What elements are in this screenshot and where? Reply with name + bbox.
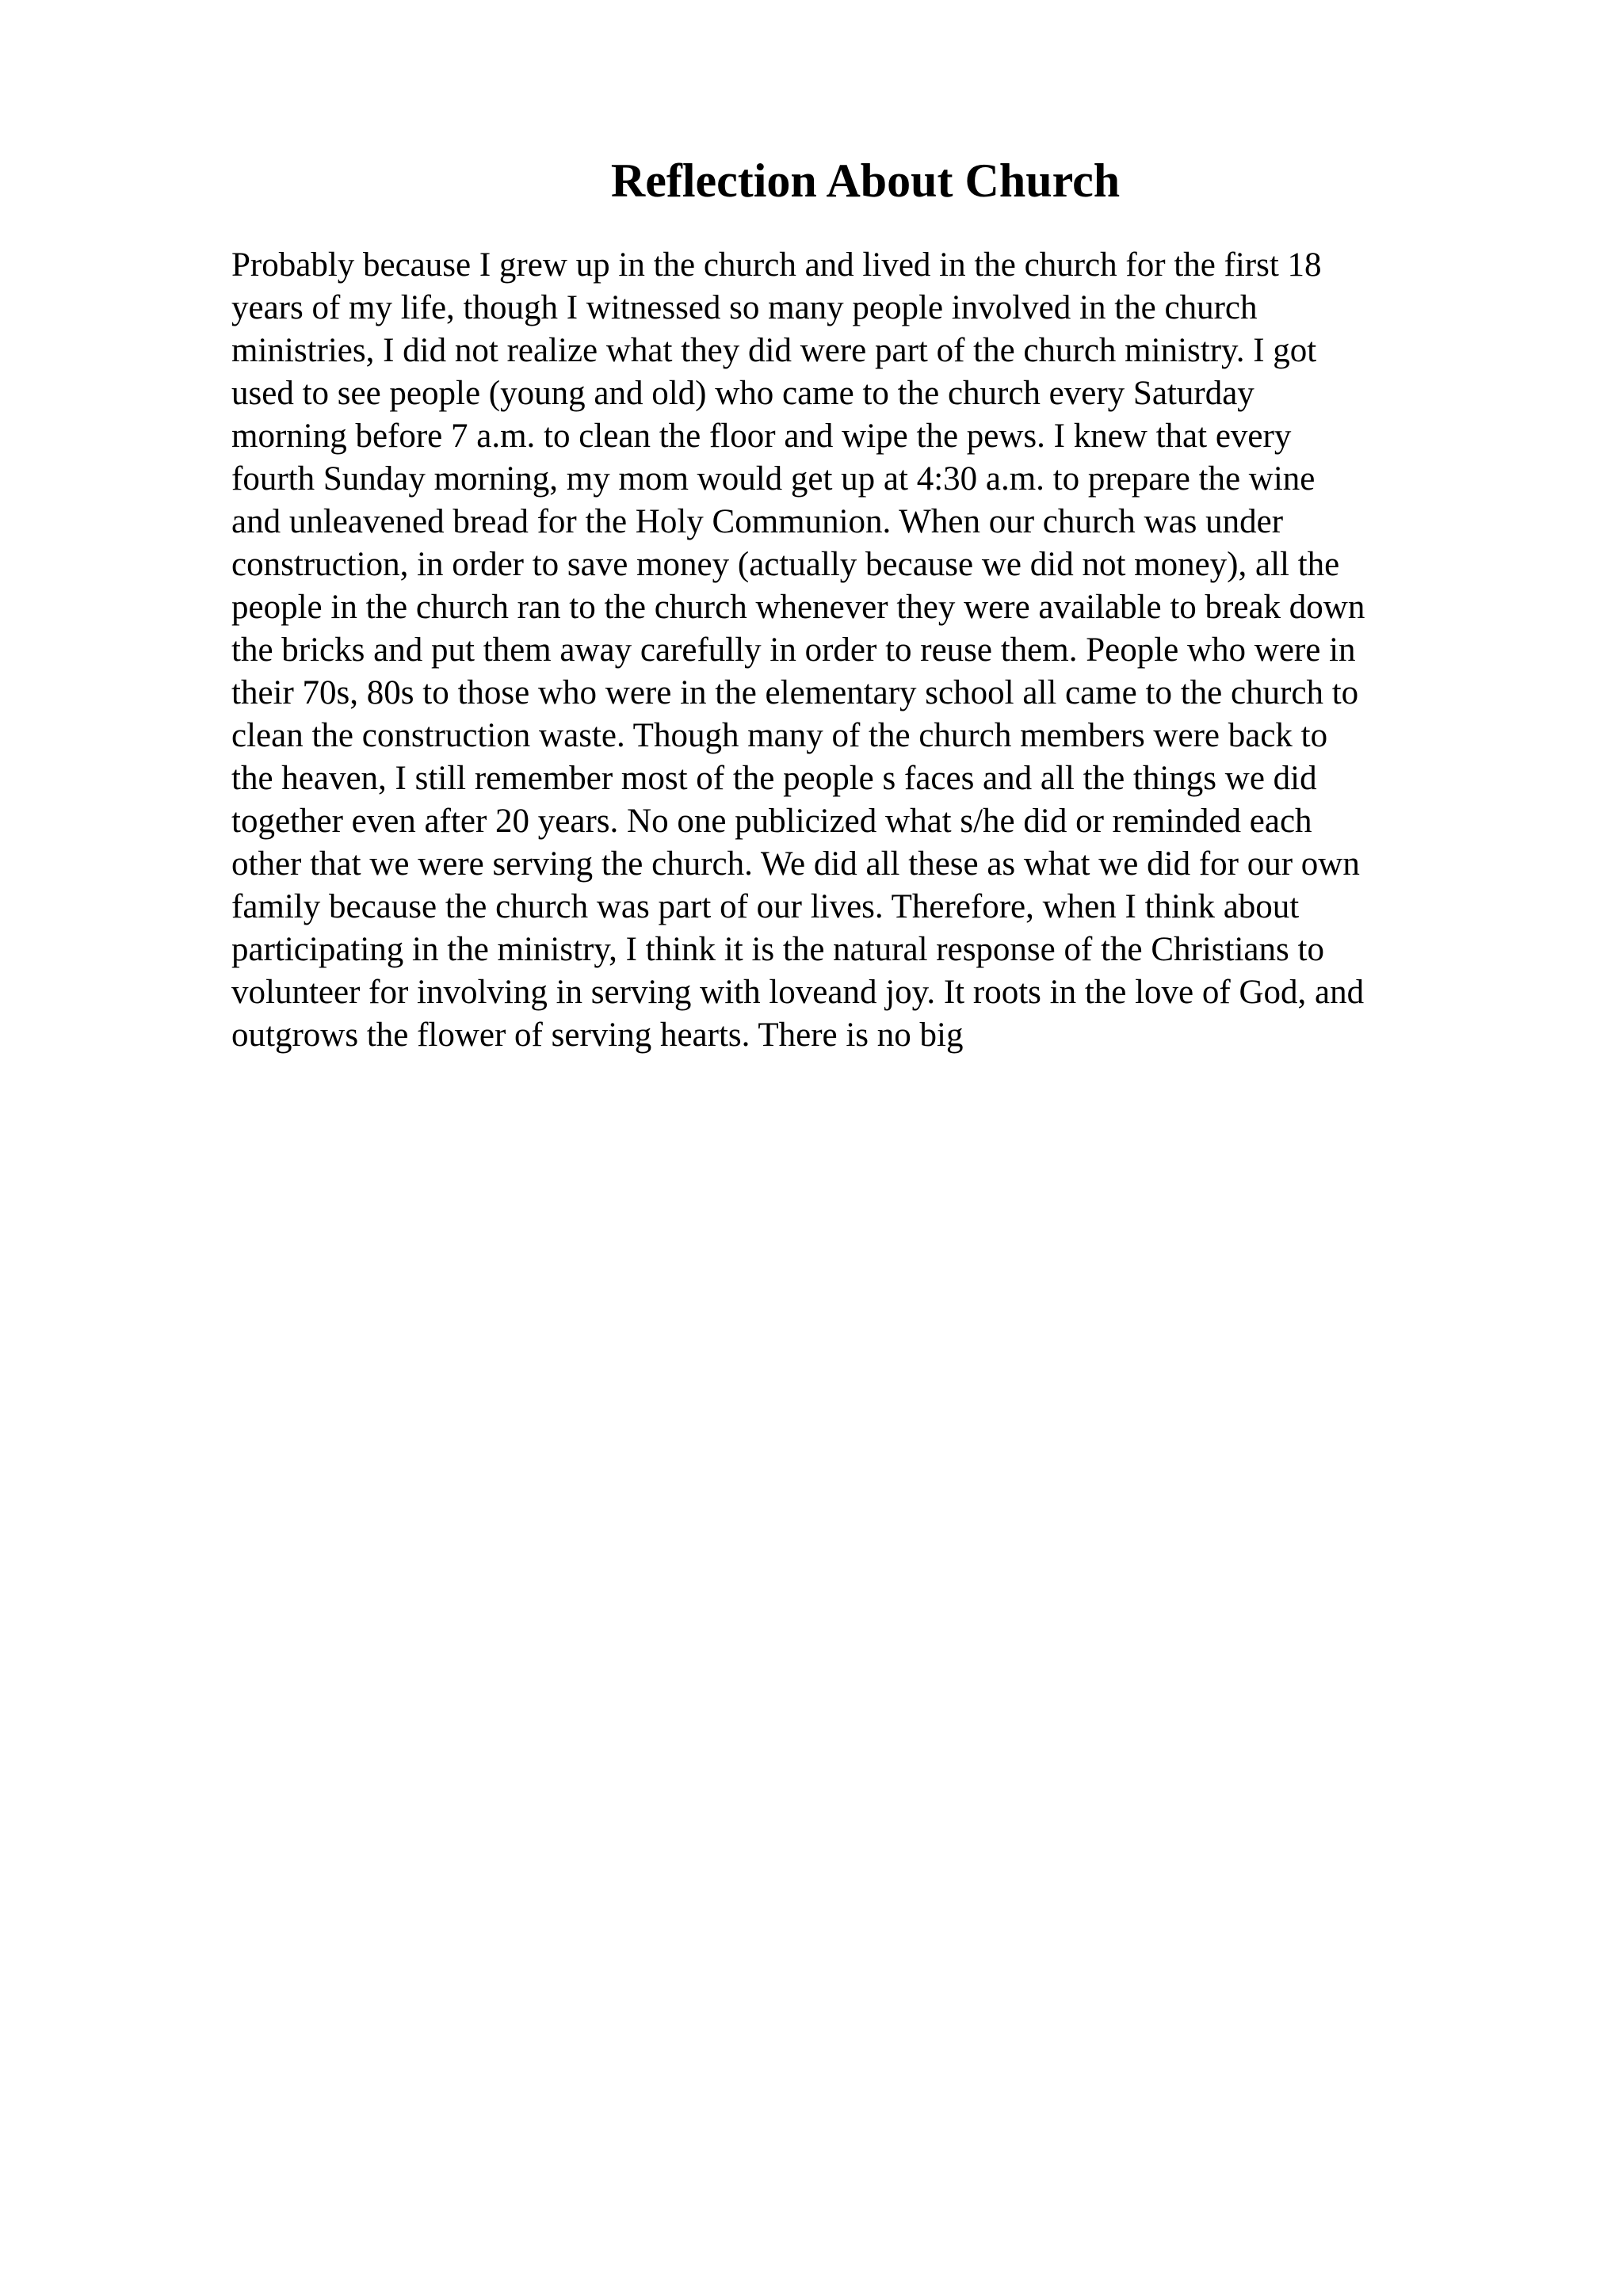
body-line: the heaven, I still remember most of the people s faces and all the things we did — [231, 760, 1317, 797]
body-line: clean the construction waste. Though many of the church members were back to — [231, 717, 1328, 754]
body-line: outgrows the flower of serving hearts. There is no big — [231, 1016, 964, 1054]
body-line: used to see people (young and old) who came to the church every Saturday — [231, 375, 1254, 412]
body-line: ministries, I did not realize what they did were part of the church ministry. I got — [231, 332, 1317, 369]
body-line: volunteer for involving in serving with loveand joy. It roots in the love of God, and — [231, 974, 1365, 1011]
body-line: family because the church was part of our lives. Therefore, when I think about — [231, 888, 1300, 925]
body-line: the bricks and put them away carefully in order to reuse them. People who were in — [231, 631, 1356, 669]
document-body — [231, 244, 1468, 1057]
body-line: other that we were serving the church. We did all these as what we did for our own — [231, 845, 1360, 883]
body-line: fourth Sunday morning, my mom would get up at 4:30 a.m. to prepare the wine — [231, 460, 1316, 498]
document-title: Reflection About Church — [610, 154, 1121, 207]
body-line: people in the church ran to the church whenever they were available to break down — [231, 589, 1365, 626]
body-line: construction, in order to save money (actually because we did not money), all the — [231, 546, 1340, 583]
body-line: together even after 20 years. No one publicized what s/he did or reminded each — [231, 803, 1312, 840]
body-line: morning before 7 a.m. to clean the floor and wipe the pews. I knew that every — [231, 418, 1292, 455]
body-line: and unleavened bread for the Holy Communion. When our church was under — [231, 503, 1284, 540]
body-line: Probably because I grew up in the church and lived in the church for the first 18 — [231, 246, 1322, 284]
body-line: years of my life, though I witnessed so many people involved in the church — [231, 289, 1258, 326]
body-line: their 70s, 80s to those who were in the elementary school all came to the church to — [231, 674, 1359, 711]
body-line: participating in the ministry, I think it is the natural response of the Christians to — [231, 931, 1324, 968]
